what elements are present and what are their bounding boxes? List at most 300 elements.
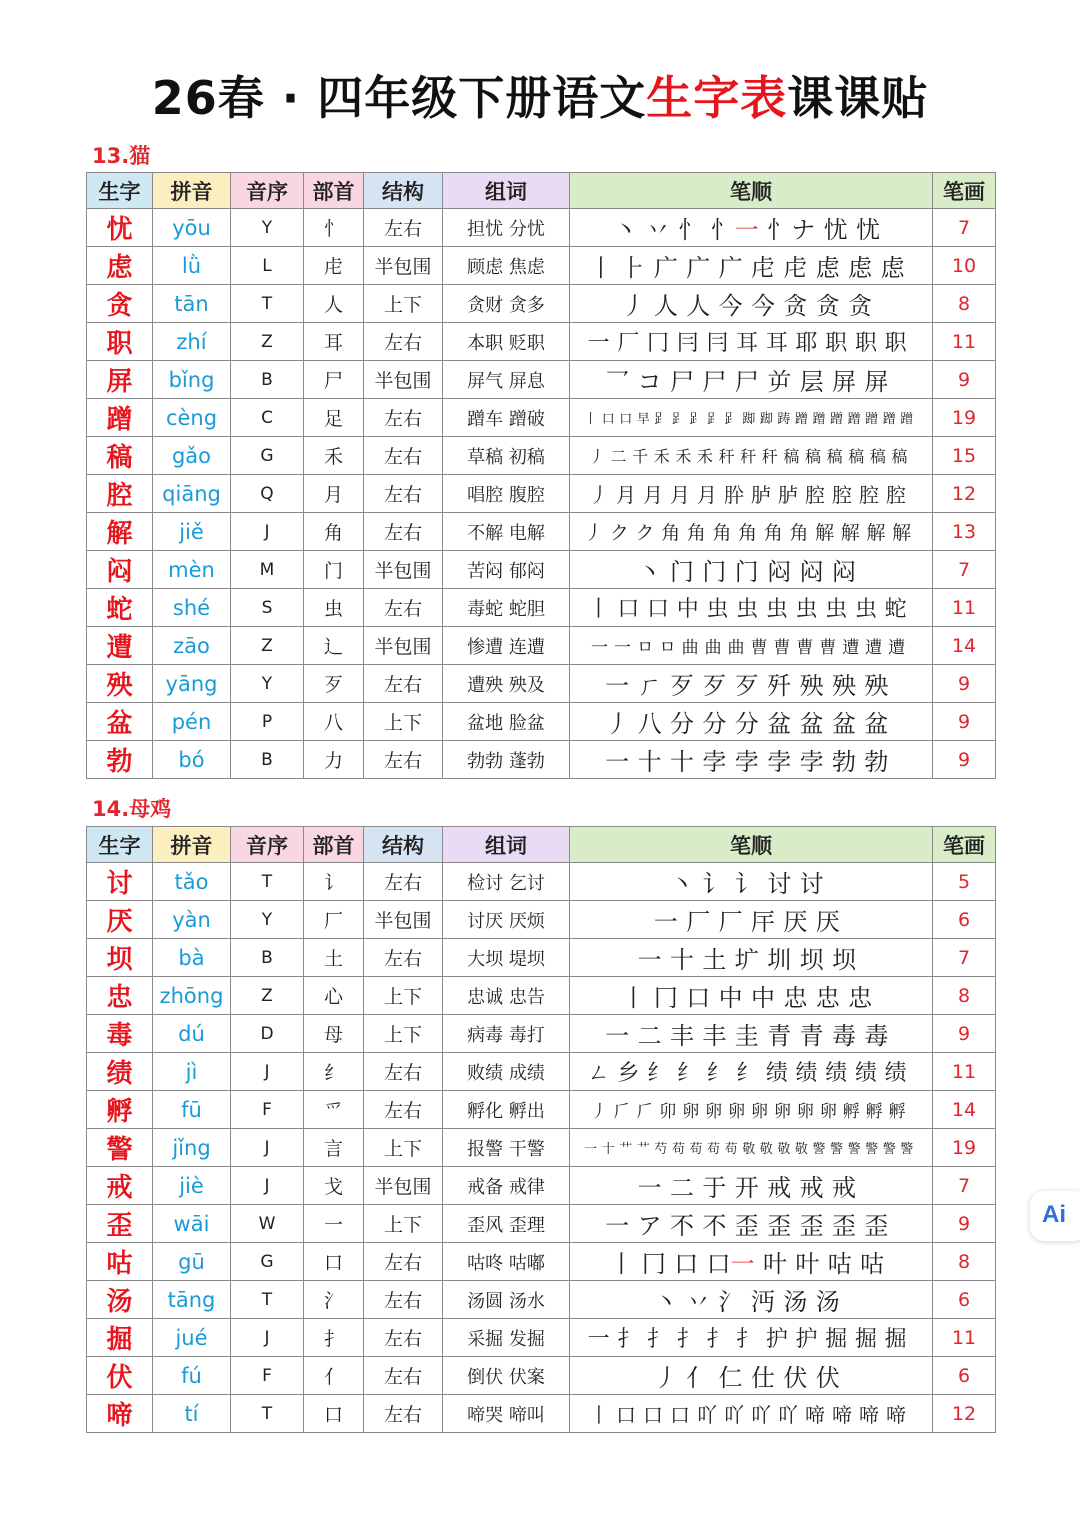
- initial-cell: T: [231, 1395, 304, 1433]
- initial-cell: Y: [231, 209, 304, 247]
- initial-cell: Z: [231, 627, 304, 665]
- ai-assistant-button[interactable]: [1030, 1191, 1080, 1241]
- words-cell: 屏气 屏息: [443, 361, 570, 399]
- stroke-step: 殃: [864, 672, 889, 700]
- stroke-step: 吖: [724, 1403, 744, 1427]
- stroke-step: 苟: [689, 1142, 703, 1157]
- stroke-step: 𧾷: [724, 412, 738, 427]
- initial-cell: P: [231, 703, 304, 741]
- stroke-step: 𠂆: [613, 1102, 631, 1122]
- initial-cell: B: [231, 361, 304, 399]
- char-cell: 解: [87, 513, 153, 551]
- radical-cell: 心: [304, 977, 364, 1015]
- structure-cell: 上下: [364, 977, 443, 1015]
- stroke-step: 警: [900, 1142, 914, 1157]
- stroke-step: 中: [718, 984, 743, 1012]
- column-header: 笔顺: [570, 173, 933, 209]
- pinyin-cell: zhōng: [153, 977, 231, 1015]
- page-title: [0, 62, 1080, 128]
- stroke-order-cell: [570, 1243, 933, 1281]
- stroke-step: 稿: [848, 447, 865, 466]
- stroke-step: 一: [637, 946, 662, 974]
- stroke-step: 月: [670, 483, 690, 507]
- structure-cell: 左右: [364, 1319, 443, 1357]
- stroke-step: 早: [636, 412, 650, 427]
- initial-cell: Y: [231, 901, 304, 939]
- stroke-step: 圭: [734, 1022, 759, 1050]
- stroke-count-cell: 11: [933, 589, 996, 627]
- stroke-order-cell: [570, 551, 933, 589]
- initial-cell: T: [231, 1281, 304, 1319]
- char-cell: 掘: [87, 1319, 153, 1357]
- stroke-step: 绩: [765, 1061, 788, 1086]
- radical-cell: 足: [304, 399, 364, 437]
- radical-cell: 口: [304, 1243, 364, 1281]
- initial-cell: B: [231, 741, 304, 779]
- stroke-count-cell: 7: [933, 209, 996, 247]
- stroke-step: 开: [734, 1174, 759, 1202]
- char-cell: 遭: [87, 627, 153, 665]
- stroke-step: 蹭: [865, 412, 879, 427]
- structure-cell: 左右: [364, 1395, 443, 1433]
- table-row: [87, 665, 996, 703]
- radical-cell: 角: [304, 513, 364, 551]
- stroke-order-cell: [570, 665, 933, 703]
- stroke-step: 卯: [659, 1102, 677, 1122]
- char-cell: 歪: [87, 1205, 153, 1243]
- stroke-step: 戒: [767, 1174, 792, 1202]
- stroke-step: 扌: [676, 1327, 699, 1352]
- stroke-step: 虑: [815, 254, 840, 282]
- stroke-step: 曹: [819, 638, 837, 658]
- initial-cell: B: [231, 939, 304, 977]
- stroke-step: 遭: [888, 638, 906, 658]
- pinyin-cell: fū: [153, 1091, 231, 1129]
- stroke-step: 卵: [773, 1102, 791, 1122]
- stroke-step: 厈: [751, 908, 775, 936]
- stroke-step: 屏: [831, 368, 856, 396]
- stroke-step: 丿: [588, 447, 605, 466]
- stroke-step: 一: [613, 638, 631, 658]
- table-row: [87, 901, 996, 939]
- stroke-step: 青: [767, 1022, 792, 1050]
- radical-cell: 力: [304, 741, 364, 779]
- stroke-step: 虫: [825, 597, 848, 622]
- stroke-order-cell: [570, 285, 933, 323]
- stroke-order-cell: [570, 589, 933, 627]
- stroke-step: 门: [734, 558, 759, 586]
- stroke-step: 警: [812, 1142, 826, 1157]
- pinyin-cell: bó: [153, 741, 231, 779]
- stroke-order-cell: [570, 741, 933, 779]
- structure-cell: 上下: [364, 1015, 443, 1053]
- stroke-step: 职: [825, 331, 848, 356]
- words-cell: 唱腔 腹腔: [443, 475, 570, 513]
- character-table-13: [86, 172, 996, 779]
- stroke-step: 贪: [783, 292, 808, 320]
- stroke-order-cell: [570, 977, 933, 1015]
- stroke-step: 仕: [751, 1364, 775, 1392]
- stroke-order-cell: [570, 1357, 933, 1395]
- pinyin-cell: jiè: [153, 1167, 231, 1205]
- stroke-step: 一: [653, 908, 678, 936]
- initial-cell: J: [231, 1167, 304, 1205]
- stroke-step: 秆: [718, 447, 735, 466]
- stroke-step: 忄一: [710, 216, 759, 244]
- stroke-step: 今: [751, 292, 775, 320]
- stroke-step: 丨: [589, 254, 614, 282]
- stroke-step: 苟: [671, 1142, 685, 1157]
- stroke-step: 孛: [799, 748, 824, 776]
- stroke-step: 一: [587, 331, 610, 356]
- words-cell: 草稿 初稿: [443, 437, 570, 475]
- stroke-step: 蹭: [882, 412, 896, 427]
- radical-cell: 八: [304, 703, 364, 741]
- stroke-step: 中: [751, 984, 775, 1012]
- radical-cell: 月: [304, 475, 364, 513]
- radical-cell: 虍: [304, 247, 364, 285]
- stroke-step: 腔: [859, 483, 879, 507]
- char-cell: 蛇: [87, 589, 153, 627]
- stroke-step: 卵: [728, 1102, 746, 1122]
- structure-cell: 左右: [364, 209, 443, 247]
- stroke-step: 乡: [617, 1061, 640, 1086]
- stroke-step: 不: [670, 1212, 695, 1240]
- stroke-step: 广: [718, 254, 743, 282]
- initial-cell: G: [231, 1243, 304, 1281]
- initial-cell: J: [231, 1053, 304, 1091]
- stroke-order-cell: [570, 1319, 933, 1357]
- stroke-step: 艹: [619, 1142, 633, 1157]
- stroke-order-cell: [570, 323, 933, 361]
- char-cell: 虑: [87, 247, 153, 285]
- stroke-step: 丶: [613, 216, 638, 244]
- radical-cell: 亻: [304, 1357, 364, 1395]
- stroke-step: 警: [865, 1142, 879, 1157]
- stroke-step: 盆: [864, 710, 889, 738]
- pinyin-cell: pén: [153, 703, 231, 741]
- stroke-order-cell: [570, 1053, 933, 1091]
- char-cell: 贪: [87, 285, 153, 323]
- stroke-step: 解: [892, 522, 912, 544]
- table-row: [87, 1167, 996, 1205]
- stroke-step: 胪: [778, 483, 798, 507]
- stroke-order-cell: [570, 1129, 933, 1167]
- stroke-count-cell: 14: [933, 1091, 996, 1129]
- stroke-step: 丨: [621, 984, 646, 1012]
- stroke-step: 门: [702, 558, 727, 586]
- stroke-step: 二: [637, 1022, 662, 1050]
- stroke-order-cell: [570, 1015, 933, 1053]
- stroke-step: 一: [637, 1174, 662, 1202]
- table-row: [87, 285, 996, 323]
- column-header: 组词: [443, 173, 570, 209]
- stroke-step: 苟: [724, 1142, 738, 1157]
- radical-cell: 歹: [304, 665, 364, 703]
- stroke-step: 歪: [799, 1212, 824, 1240]
- words-cell: 孵化 孵出: [443, 1091, 570, 1129]
- table-header: [87, 827, 996, 863]
- stroke-step: 孵: [865, 1102, 883, 1122]
- words-cell: 大坝 堤坝: [443, 939, 570, 977]
- stroke-step: 八: [637, 710, 662, 738]
- table-row: [87, 1015, 996, 1053]
- stroke-step: 虍: [751, 254, 775, 282]
- radical-cell: 讠: [304, 863, 364, 901]
- pinyin-cell: jué: [153, 1319, 231, 1357]
- stroke-step: 土: [702, 946, 727, 974]
- table-header: [87, 173, 996, 209]
- stroke-step: 冃: [676, 331, 699, 356]
- initial-cell: F: [231, 1091, 304, 1129]
- stroke-step: 忠: [783, 984, 808, 1012]
- structure-cell: 左右: [364, 589, 443, 627]
- column-header: 部首: [304, 173, 364, 209]
- words-cell: 苦闷 郁闷: [443, 551, 570, 589]
- stroke-count-cell: 10: [933, 247, 996, 285]
- table-row: [87, 703, 996, 741]
- table-row: [87, 1243, 996, 1281]
- structure-cell: 左右: [364, 741, 443, 779]
- char-cell: 啼: [87, 1395, 153, 1433]
- stroke-step: 月: [643, 483, 663, 507]
- stroke-step: 歪: [864, 1212, 889, 1240]
- stroke-step: ク: [635, 522, 655, 544]
- radical-cell: 母: [304, 1015, 364, 1053]
- radical-cell: 人: [304, 285, 364, 323]
- stroke-step: ㅁ: [636, 638, 654, 658]
- radical-cell: 口: [304, 1395, 364, 1433]
- section-title-14: 14.母鸡: [92, 797, 172, 821]
- stroke-step: ㄏ: [637, 672, 662, 700]
- table-row: [87, 627, 996, 665]
- structure-cell: 上下: [364, 1205, 443, 1243]
- table-row: [87, 513, 996, 551]
- stroke-step: 丶: [670, 870, 695, 898]
- column-header: 结构: [364, 827, 443, 863]
- stroke-step: 护: [765, 1327, 788, 1352]
- title-prefix: 26春 · 四年级下册语文: [151, 71, 647, 125]
- stroke-step: 蹭: [794, 412, 808, 427]
- stroke-step: 警: [830, 1142, 844, 1157]
- initial-cell: Y: [231, 665, 304, 703]
- stroke-step: 歹: [734, 672, 759, 700]
- stroke-step: 讨: [767, 870, 792, 898]
- stroke-step: 敬: [777, 1142, 791, 1157]
- stroke-step: 职: [854, 331, 877, 356]
- stroke-step: 闷: [799, 558, 824, 586]
- char-cell: 屏: [87, 361, 153, 399]
- stroke-step: 丨: [609, 1250, 634, 1278]
- radical-cell: 门: [304, 551, 364, 589]
- stroke-step: 解: [866, 522, 886, 544]
- stroke-step: 禾: [653, 447, 670, 466]
- stroke-step: 厂: [686, 908, 711, 936]
- stroke-step: 丰: [702, 1022, 727, 1050]
- stroke-order-cell: [570, 1091, 933, 1129]
- stroke-step: 丿: [605, 710, 630, 738]
- stroke-step: 绩: [854, 1061, 877, 1086]
- stroke-step: 沔: [751, 1288, 775, 1316]
- stroke-step: 曹: [750, 638, 768, 658]
- radical-cell: 纟: [304, 1053, 364, 1091]
- pinyin-cell: tān: [153, 285, 231, 323]
- stroke-step: 𧾷: [654, 412, 668, 427]
- stroke-step: 尸: [702, 368, 727, 396]
- column-header: 结构: [364, 173, 443, 209]
- stroke-count-cell: 7: [933, 1167, 996, 1205]
- stroke-step: 毒: [831, 1022, 856, 1050]
- stroke-count-cell: 15: [933, 437, 996, 475]
- radical-cell: 忄: [304, 209, 364, 247]
- stroke-step: 分: [702, 710, 727, 738]
- char-cell: 伏: [87, 1357, 153, 1395]
- stroke-step: 虫: [795, 597, 818, 622]
- stroke-count-cell: 8: [933, 977, 996, 1015]
- words-cell: 咕咚 咕嘟: [443, 1243, 570, 1281]
- stroke-step: 敬: [794, 1142, 808, 1157]
- column-header: 笔顺: [570, 827, 933, 863]
- stroke-step: 圹: [734, 946, 759, 974]
- column-header: 笔画: [933, 827, 996, 863]
- stroke-step: 秆: [740, 447, 757, 466]
- pinyin-cell: bà: [153, 939, 231, 977]
- table-row: [87, 399, 996, 437]
- words-cell: 采掘 发掘: [443, 1319, 570, 1357]
- stroke-step: 伏: [815, 1364, 840, 1392]
- stroke-step: コ: [637, 368, 662, 396]
- stroke-step: 孛: [734, 748, 759, 776]
- pinyin-cell: tǎo: [153, 863, 231, 901]
- stroke-step: 屏: [864, 368, 889, 396]
- pinyin-cell: zāo: [153, 627, 231, 665]
- stroke-step: 闷: [831, 558, 856, 586]
- stroke-step: 扌: [736, 1327, 759, 1352]
- stroke-step: 角: [686, 522, 706, 544]
- stroke-step: 孵: [842, 1102, 860, 1122]
- words-cell: 汤圆 汤水: [443, 1281, 570, 1319]
- stroke-order-cell: [570, 627, 933, 665]
- stroke-step: 氵: [718, 1288, 743, 1316]
- stroke-step: 蹭: [812, 412, 826, 427]
- stroke-step: 咕: [827, 1250, 852, 1278]
- initial-cell: S: [231, 589, 304, 627]
- char-cell: 蹭: [87, 399, 153, 437]
- initial-cell: C: [231, 399, 304, 437]
- stroke-step: 十: [670, 748, 695, 776]
- stroke-step: 掘: [854, 1327, 877, 1352]
- stroke-step: 丷: [646, 216, 671, 244]
- stroke-order-cell: [570, 1395, 933, 1433]
- stroke-step: 虑: [880, 254, 905, 282]
- stroke-step: 忠: [815, 984, 840, 1012]
- radical-cell: 厂: [304, 901, 364, 939]
- char-cell: 职: [87, 323, 153, 361]
- section-title-13: 13.猫: [92, 144, 151, 168]
- stroke-order-cell: [570, 863, 933, 901]
- initial-cell: G: [231, 437, 304, 475]
- stroke-step: 汤: [815, 1288, 840, 1316]
- stroke-count-cell: 9: [933, 665, 996, 703]
- stroke-step: 讠: [734, 870, 759, 898]
- structure-cell: 半包围: [364, 361, 443, 399]
- stroke-step: 绩: [795, 1061, 818, 1086]
- stroke-step: 护: [795, 1327, 818, 1352]
- pinyin-cell: fú: [153, 1357, 231, 1395]
- stroke-count-cell: 9: [933, 741, 996, 779]
- pinyin-cell: tí: [153, 1395, 231, 1433]
- stroke-step: ク: [609, 522, 629, 544]
- title-highlight: 生字表: [646, 71, 788, 125]
- stroke-step: 十: [637, 748, 662, 776]
- initial-cell: L: [231, 247, 304, 285]
- stroke-step: 解: [815, 522, 835, 544]
- stroke-step: 腔: [886, 483, 906, 507]
- stroke-step: 贪: [815, 292, 840, 320]
- stroke-step: 一: [605, 748, 630, 776]
- char-cell: 忠: [87, 977, 153, 1015]
- stroke-step: 卵: [819, 1102, 837, 1122]
- stroke-step: 丨: [589, 1403, 609, 1427]
- structure-cell: 左右: [364, 1357, 443, 1395]
- table-row: [87, 589, 996, 627]
- stroke-step: 厌: [815, 908, 840, 936]
- pinyin-cell: gǎo: [153, 437, 231, 475]
- ai-icon: Ai: [1042, 1201, 1066, 1228]
- stroke-step: 角: [789, 522, 809, 544]
- stroke-step: 芍: [654, 1142, 668, 1157]
- stroke-step: 纟: [647, 1061, 670, 1086]
- char-cell: 厌: [87, 901, 153, 939]
- stroke-count-cell: 8: [933, 285, 996, 323]
- stroke-step: 口: [674, 1250, 699, 1278]
- stroke-step: 丨: [587, 597, 610, 622]
- stroke-step: 角: [738, 522, 758, 544]
- stroke-step: 人: [653, 292, 678, 320]
- stroke-step: 丿: [653, 1364, 678, 1392]
- stroke-step: 丶: [653, 1288, 678, 1316]
- stroke-step: 口: [616, 1403, 636, 1427]
- stroke-step: 卵: [796, 1102, 814, 1122]
- column-header: 生字: [87, 827, 153, 863]
- stroke-step: 曲: [704, 638, 722, 658]
- stroke-order-cell: [570, 1205, 933, 1243]
- stroke-step: 仁: [718, 1364, 743, 1392]
- stroke-step: 冃: [706, 331, 729, 356]
- stroke-step: 丿: [584, 522, 604, 544]
- stroke-step: 一: [605, 672, 630, 700]
- stroke-step: 叶: [795, 1250, 820, 1278]
- stroke-step: 虫: [765, 597, 788, 622]
- words-cell: 啼哭 啼叫: [443, 1395, 570, 1433]
- stroke-step: 尸: [670, 368, 695, 396]
- stroke-order-cell: [570, 901, 933, 939]
- structure-cell: 左右: [364, 665, 443, 703]
- table-row: [87, 1053, 996, 1091]
- initial-cell: F: [231, 1357, 304, 1395]
- structure-cell: 半包围: [364, 551, 443, 589]
- structure-cell: 左右: [364, 323, 443, 361]
- column-header: 音序: [231, 827, 304, 863]
- table-row: [87, 1357, 996, 1395]
- stroke-step: 扌: [647, 1327, 670, 1352]
- stroke-step: 稿: [869, 447, 886, 466]
- stroke-step: 肸: [724, 483, 744, 507]
- words-cell: 不解 电解: [443, 513, 570, 551]
- stroke-step: 乛: [605, 368, 630, 396]
- pinyin-cell: gū: [153, 1243, 231, 1281]
- stroke-order-cell: [570, 399, 933, 437]
